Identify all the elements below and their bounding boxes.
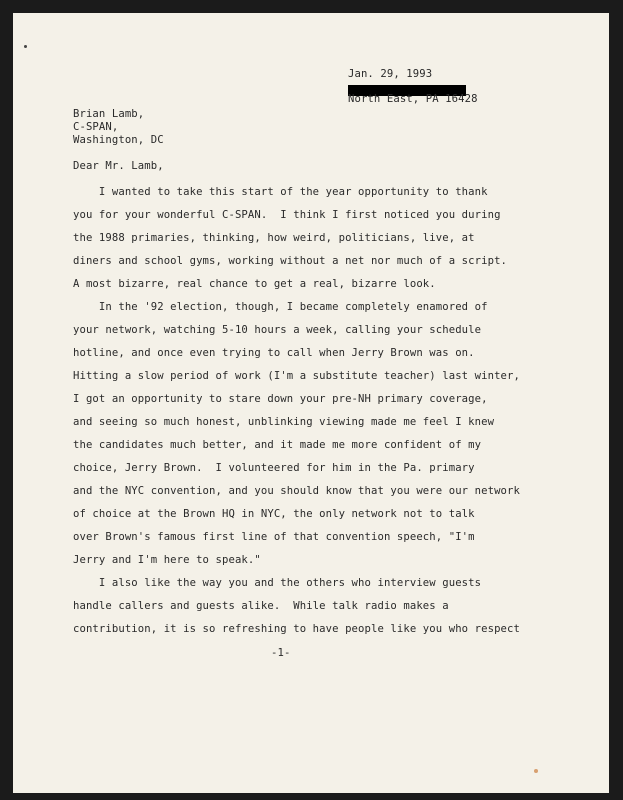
body-line: hotline, and once even trying to call when Jerry Brown was on. bbox=[73, 347, 475, 359]
sender-city: North East, PA 16428 bbox=[348, 93, 478, 105]
body-line: I got an opportunity to stare down your pre-NH primary coverage, bbox=[73, 393, 488, 405]
paper-speck bbox=[24, 45, 27, 48]
body-line: I wanted to take this start of the year opportunity to thank bbox=[73, 186, 488, 198]
recipient-city: Washington, DC bbox=[73, 134, 164, 146]
page-number: -1- bbox=[271, 647, 291, 659]
body-line: you for your wonderful C-SPAN. I think I first noticed you during bbox=[73, 209, 501, 221]
body-line: Hitting a slow period of work (I'm a substitute teacher) last winter, bbox=[73, 370, 520, 382]
body-line: choice, Jerry Brown. I volunteered for him in the Pa. primary bbox=[73, 462, 475, 474]
body-line: I also like the way you and the others who interview guests bbox=[73, 577, 482, 589]
body-line: and the NYC convention, and you should know that you were our network bbox=[73, 485, 520, 497]
body-line: of choice at the Brown HQ in NYC, the only network not to talk bbox=[73, 508, 475, 520]
body-line: handle callers and guests alike. While talk radio makes a bbox=[73, 600, 449, 612]
body-line: In the '92 election, though, I became completely enamored of bbox=[73, 301, 488, 313]
recipient-name: Brian Lamb, bbox=[73, 108, 145, 120]
letter-page bbox=[13, 13, 609, 793]
body-line: the candidates much better, and it made me more confident of my bbox=[73, 439, 482, 451]
recipient-organization: C-SPAN, bbox=[73, 121, 119, 133]
body-line: diners and school gyms, working without a net nor much of a script. bbox=[73, 255, 508, 267]
body-line: Jerry and I'm here to speak." bbox=[73, 554, 261, 566]
body-line: the 1988 primaries, thinking, how weird, politicians, live, at bbox=[73, 232, 475, 244]
body-line: your network, watching 5-10 hours a week, calling your schedule bbox=[73, 324, 482, 336]
salutation: Dear Mr. Lamb, bbox=[73, 160, 164, 172]
letter-date: Jan. 29, 1993 bbox=[348, 68, 433, 80]
paper-stain bbox=[534, 769, 538, 773]
body-line: and seeing so much honest, unblinking viewing made me feel I knew bbox=[73, 416, 495, 428]
body-line: A most bizarre, real chance to get a real, bizarre look. bbox=[73, 278, 436, 290]
body-line: contribution, it is so refreshing to have people like you who respect bbox=[73, 623, 520, 635]
body-line: over Brown's famous first line of that convention speech, "I'm bbox=[73, 531, 475, 543]
